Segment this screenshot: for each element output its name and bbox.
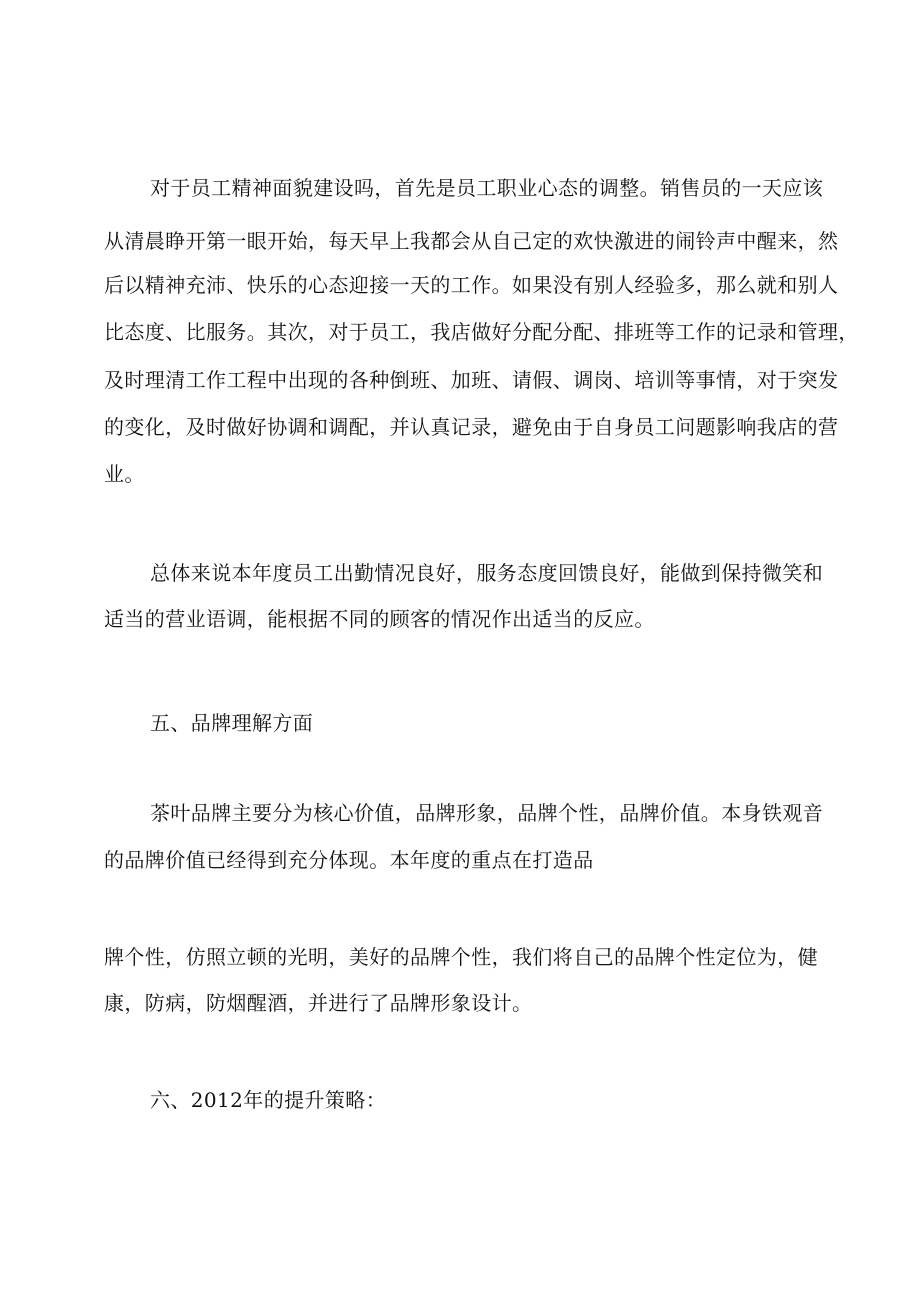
paragraph-3-line-1: 茶叶品牌主要分为核心价值，品牌形象，品牌个性，品牌价值。本身铁观音	[150, 801, 824, 825]
paragraph-4-line-2: 康，防病，防烟醒酒，并进行了品牌形象设计。	[104, 991, 533, 1015]
paragraph-4-line-1: 牌个性，仿照立顿的光明，美好的品牌个性，我们将自己的品牌个性定位为，健	[104, 945, 818, 969]
paragraph-3-line-2: 的品牌价值已经得到充分体现。本年度的重点在打造品	[104, 848, 594, 872]
paragraph-1-line-5: 及时理清工作工程中出现的各种倒班、加班、请假、调岗、培训等事情，对于突发	[104, 368, 839, 392]
paragraph-1-line-3: 后以精神充沛、快乐的心态迎接一天的工作。如果没有别人经验多，那么就和别人	[104, 273, 839, 297]
paragraph-2-line-2: 适当的营业语调，能根据不同的顾客的情况作出适当的反应。	[104, 607, 655, 631]
paragraph-1-line-4: 比态度、比服务。其次，对于员工，我店做好分配分配、排班等工作的记录和管理，	[104, 320, 859, 344]
section-heading-6: 六、2012年的提升策略：	[150, 1088, 387, 1112]
paragraph-1-line-7: 业。	[104, 462, 145, 486]
paragraph-2-line-1: 总体来说本年度员工出勤情况良好，服务态度回馈良好，能做到保持微笑和	[150, 561, 824, 585]
paragraph-1-line-1: 对于员工精神面貌建设吗，首先是员工职业心态的调整。销售员的一天应该	[150, 176, 824, 200]
section-heading-5: 五、品牌理解方面	[150, 711, 314, 735]
paragraph-1-line-2: 从清晨睁开第一眼开始，每天早上我都会从自己定的欢快激进的闹铃声中醒来，然	[104, 229, 839, 253]
paragraph-1-line-6: 的变化，及时做好协调和调配，并认真记录，避免由于自身员工问题影响我店的营	[104, 415, 839, 439]
